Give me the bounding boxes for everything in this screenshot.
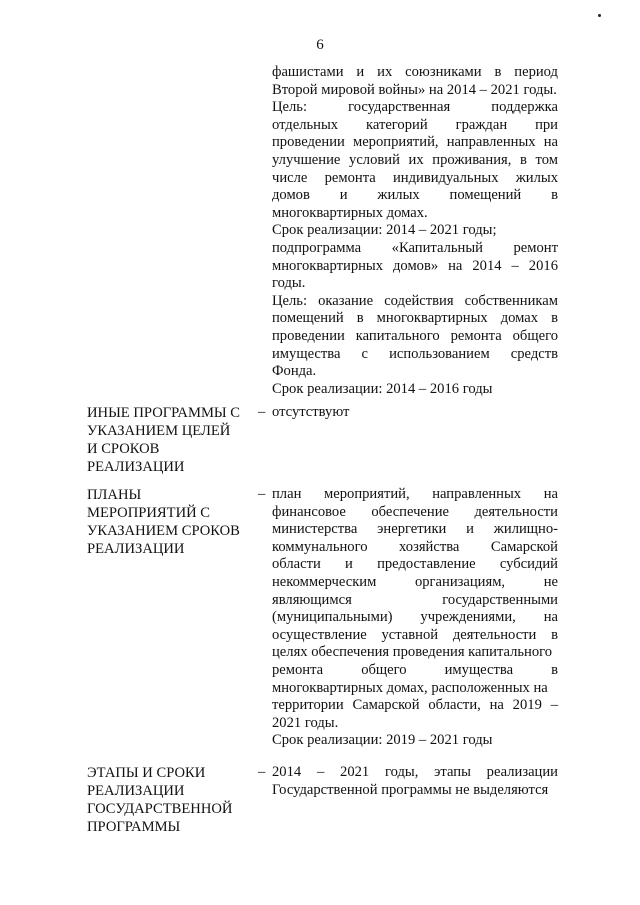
label-line: РЕАЛИЗАЦИИ	[87, 459, 185, 475]
label-line: ПРОГРАММЫ	[87, 819, 181, 835]
text-line: домов и жилых помещений в	[272, 187, 558, 204]
text-line: (муниципальными) учреждениями, на	[272, 609, 558, 626]
text-line: области и предоставление субсидий	[272, 556, 558, 573]
section-value	[272, 404, 558, 422]
text-line: фашистами и их союзниками в период	[272, 64, 558, 80]
text-line: Второй мировой войны» на 2014 – 2021 годы.	[272, 81, 557, 98]
text-line: отсутствуют	[272, 404, 350, 420]
label-line: ПЛАНЫ	[87, 487, 142, 503]
text-line: имущества с использованием средств	[272, 345, 558, 362]
text-line: Цель: государственная поддержка	[272, 99, 558, 116]
text-line: Срок реализации: 2014 – 2016 годы	[272, 380, 493, 397]
page-number: 6	[316, 37, 324, 53]
text-line: отдельных категорий граждан при	[272, 116, 558, 133]
text-line: 2014 – 2021 годы, этапы реализации	[272, 764, 558, 780]
text-line: 2021 годы.	[272, 714, 339, 731]
continued-paragraph	[272, 64, 558, 398]
label-line: И СРОКОВ	[87, 441, 160, 457]
text-line: являющимся государственными	[272, 591, 558, 608]
text-line: коммунального хозяйства Самарской	[272, 538, 558, 555]
text-line: улучшение условий их проживания, в том	[272, 151, 558, 168]
text-line: многоквартирных домах.	[272, 204, 428, 221]
text-line: финансовое обеспечение деятельности	[272, 503, 558, 520]
text-line: Срок реализации: 2019 – 2021 годы	[272, 732, 493, 749]
dash-separator: –	[258, 404, 266, 420]
label-line: РЕАЛИЗАЦИИ	[87, 541, 185, 557]
text-line: подпрограмма «Капитальный ремонт	[272, 239, 558, 256]
text-line: проведении капитального ремонта общего	[272, 327, 558, 344]
label-line: УКАЗАНИЕМ ЦЕЛЕЙ	[87, 423, 231, 439]
dash-separator: –	[258, 764, 266, 780]
text-line: числе ремонта индивидуальных жилых	[272, 169, 558, 186]
text-line: ремонта общего имущества в	[272, 661, 558, 678]
text-line: Цель: оказание содействия собственникам	[272, 292, 558, 309]
text-line: план мероприятий, направленных на	[272, 486, 558, 502]
text-line: территории Самарской области, на 2019 –	[272, 697, 558, 714]
text-line: проведении мероприятий, направленных на	[272, 134, 558, 151]
text-line: многоквартирных домах, расположенных на	[272, 679, 548, 696]
text-line: некоммерческим организациям, не	[272, 573, 558, 590]
label-line: РЕАЛИЗАЦИИ	[87, 783, 185, 799]
section-label	[87, 764, 252, 836]
text-line: многоквартирных домов» на 2014 – 2016	[272, 257, 558, 274]
scan-speck	[598, 14, 601, 17]
text-line: помещений в многоквартирных домах в	[272, 310, 558, 327]
label-line: ИНЫЕ ПРОГРАММЫ С	[87, 405, 241, 421]
text-line: годы.	[272, 275, 306, 292]
dash-separator: –	[258, 486, 266, 502]
section-label	[87, 486, 252, 558]
text-line: Срок реализации: 2014 – 2021 годы;	[272, 222, 497, 239]
text-line: осуществление уставной деятельности в	[272, 626, 558, 643]
label-line: УКАЗАНИЕМ СРОКОВ	[87, 523, 240, 539]
label-line: ГОСУДАРСТВЕННОЙ	[87, 801, 233, 817]
text-line: целях обеспечения проведения капитального	[272, 644, 553, 661]
section-value	[272, 486, 558, 750]
label-line: ЭТАПЫ И СРОКИ	[87, 765, 206, 781]
text-line: Фонда.	[272, 363, 317, 380]
text-line: министерства энергетики и жилищно-	[272, 521, 558, 538]
section-value	[272, 764, 558, 799]
label-line: МЕРОПРИЯТИЙ С	[87, 505, 211, 521]
section-label	[87, 404, 252, 476]
text-line: Государственной программы не выделяются	[272, 781, 549, 798]
